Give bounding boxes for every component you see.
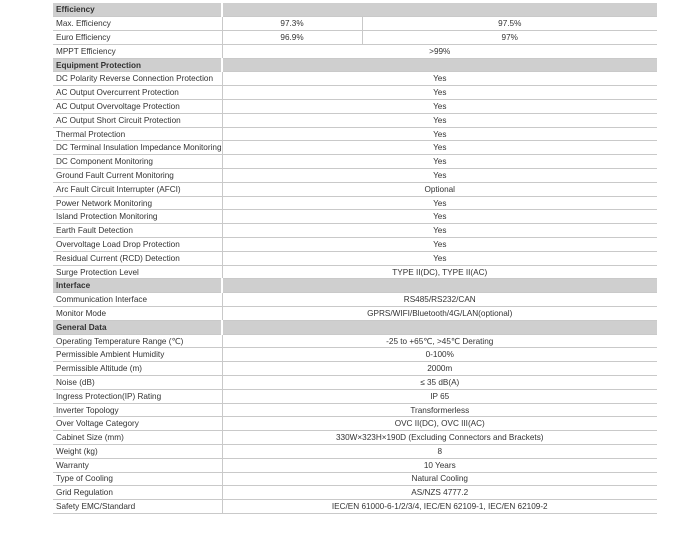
table-row (53, 362, 657, 376)
row-value: IEC/EN 61000-6-1/2/3/4, IEC/EN 62109-1, IEC/EN 62109-2 (222, 500, 657, 514)
row-label: Cabinet Size (mm) (53, 431, 222, 445)
row-value: IP 65 (222, 389, 657, 403)
row-value: Yes (222, 210, 657, 224)
row-value: 2000m (222, 362, 657, 376)
row-label: AC Output Overvoltage Protection (53, 100, 222, 114)
row-label: Operating Temperature Range (℃) (53, 334, 222, 348)
row-label: Max. Efficiency (53, 17, 222, 31)
table-row (53, 238, 657, 252)
section-title: Efficiency (53, 3, 222, 17)
row-label: Weight (kg) (53, 445, 222, 459)
row-label: Euro Efficiency (53, 31, 222, 45)
row-value: 330W×323H×190D (Excluding Connectors and Brackets) (222, 431, 657, 445)
table-row (53, 17, 657, 31)
table-row (53, 127, 657, 141)
row-label: Residual Current (RCD) Detection (53, 251, 222, 265)
row-value: 0-100% (222, 348, 657, 362)
row-value: >99% (222, 44, 657, 58)
row-label: Inverter Topology (53, 403, 222, 417)
table-row (53, 348, 657, 362)
row-value: Natural Cooling (222, 472, 657, 486)
table-row (53, 486, 657, 500)
table-row (53, 251, 657, 265)
row-value: 97.3% (222, 17, 362, 31)
row-value: Yes (222, 196, 657, 210)
row-value: Yes (222, 141, 657, 155)
spec-table (53, 3, 657, 514)
table-row (53, 210, 657, 224)
row-label: Ingress Protection(IP) Rating (53, 389, 222, 403)
section-general (53, 320, 657, 334)
row-value: RS485/RS232/CAN (222, 293, 657, 307)
row-value: Yes (222, 127, 657, 141)
row-label: Monitor Mode (53, 307, 222, 321)
row-value: Transformerless (222, 403, 657, 417)
row-label: Type of Cooling (53, 472, 222, 486)
table-row (53, 389, 657, 403)
table-row (53, 155, 657, 169)
row-value: Yes (222, 100, 657, 114)
row-value: Yes (222, 155, 657, 169)
row-value: 8 (222, 445, 657, 459)
row-label: DC Component Monitoring (53, 155, 222, 169)
table-row (53, 265, 657, 279)
table-row (53, 500, 657, 514)
row-value: -25 to +65℃, >45℃ Derating (222, 334, 657, 348)
row-label: Grid Regulation (53, 486, 222, 500)
table-row (53, 169, 657, 183)
row-value: 97% (362, 31, 657, 45)
table-row (53, 376, 657, 390)
row-value: ≤ 35 dB(A) (222, 376, 657, 390)
row-value: Yes (222, 238, 657, 252)
table-row (53, 431, 657, 445)
row-label: Safety EMC/Standard (53, 500, 222, 514)
row-label: Power Network Monitoring (53, 196, 222, 210)
table-row (53, 100, 657, 114)
row-label: Thermal Protection (53, 127, 222, 141)
row-value: Yes (222, 113, 657, 127)
table-row (53, 196, 657, 210)
row-value: AS/NZS 4777.2 (222, 486, 657, 500)
row-label: AC Output Overcurrent Protection (53, 86, 222, 100)
table-row (53, 182, 657, 196)
row-label: Ground Fault Current Monitoring (53, 169, 222, 183)
row-label: Surge Protection Level (53, 265, 222, 279)
row-value: Yes (222, 72, 657, 86)
table-row (53, 472, 657, 486)
row-value: Yes (222, 251, 657, 265)
row-value: 10 Years (222, 458, 657, 472)
row-label: Noise (dB) (53, 376, 222, 390)
row-label: Earth Fault Detection (53, 224, 222, 238)
row-value: 97.5% (362, 17, 657, 31)
table-row (53, 44, 657, 58)
row-label: Permissible Ambient Humidity (53, 348, 222, 362)
row-label: Island Protection Monitoring (53, 210, 222, 224)
table-row (53, 307, 657, 321)
row-value: Yes (222, 86, 657, 100)
row-label: Permissible Altitude (m) (53, 362, 222, 376)
table-row (53, 141, 657, 155)
table-row (53, 458, 657, 472)
section-title: General Data (53, 320, 222, 334)
table-row (53, 334, 657, 348)
row-value: Yes (222, 224, 657, 238)
row-value: TYPE II(DC), TYPE II(AC) (222, 265, 657, 279)
row-label: DC Terminal Insulation Impedance Monitoring (53, 141, 222, 155)
section-protection (53, 58, 657, 72)
row-value: Optional (222, 182, 657, 196)
row-label: Overvoltage Load Drop Protection (53, 238, 222, 252)
section-efficiency (53, 3, 657, 17)
table-row (53, 224, 657, 238)
row-value: Yes (222, 169, 657, 183)
table-row (53, 72, 657, 86)
table-row (53, 417, 657, 431)
row-label: Arc Fault Circuit Interrupter (AFCI) (53, 182, 222, 196)
section-interface (53, 279, 657, 293)
table-row (53, 113, 657, 127)
row-label: Warranty (53, 458, 222, 472)
table-row (53, 445, 657, 459)
table-row (53, 403, 657, 417)
row-value: GPRS/WIFI/Bluetooth/4G/LAN(optional) (222, 307, 657, 321)
row-value: 96.9% (222, 31, 362, 45)
table-row (53, 86, 657, 100)
table-row (53, 31, 657, 45)
row-label: Over Voltage Category (53, 417, 222, 431)
row-value: OVC II(DC), OVC III(AC) (222, 417, 657, 431)
section-title: Equipment Protection (53, 58, 222, 72)
row-label: MPPT Efficiency (53, 44, 222, 58)
row-label: DC Polarity Reverse Connection Protection (53, 72, 222, 86)
row-label: AC Output Short Circuit Protection (53, 113, 222, 127)
section-title: Interface (53, 279, 222, 293)
row-label: Communication Interface (53, 293, 222, 307)
table-row (53, 293, 657, 307)
